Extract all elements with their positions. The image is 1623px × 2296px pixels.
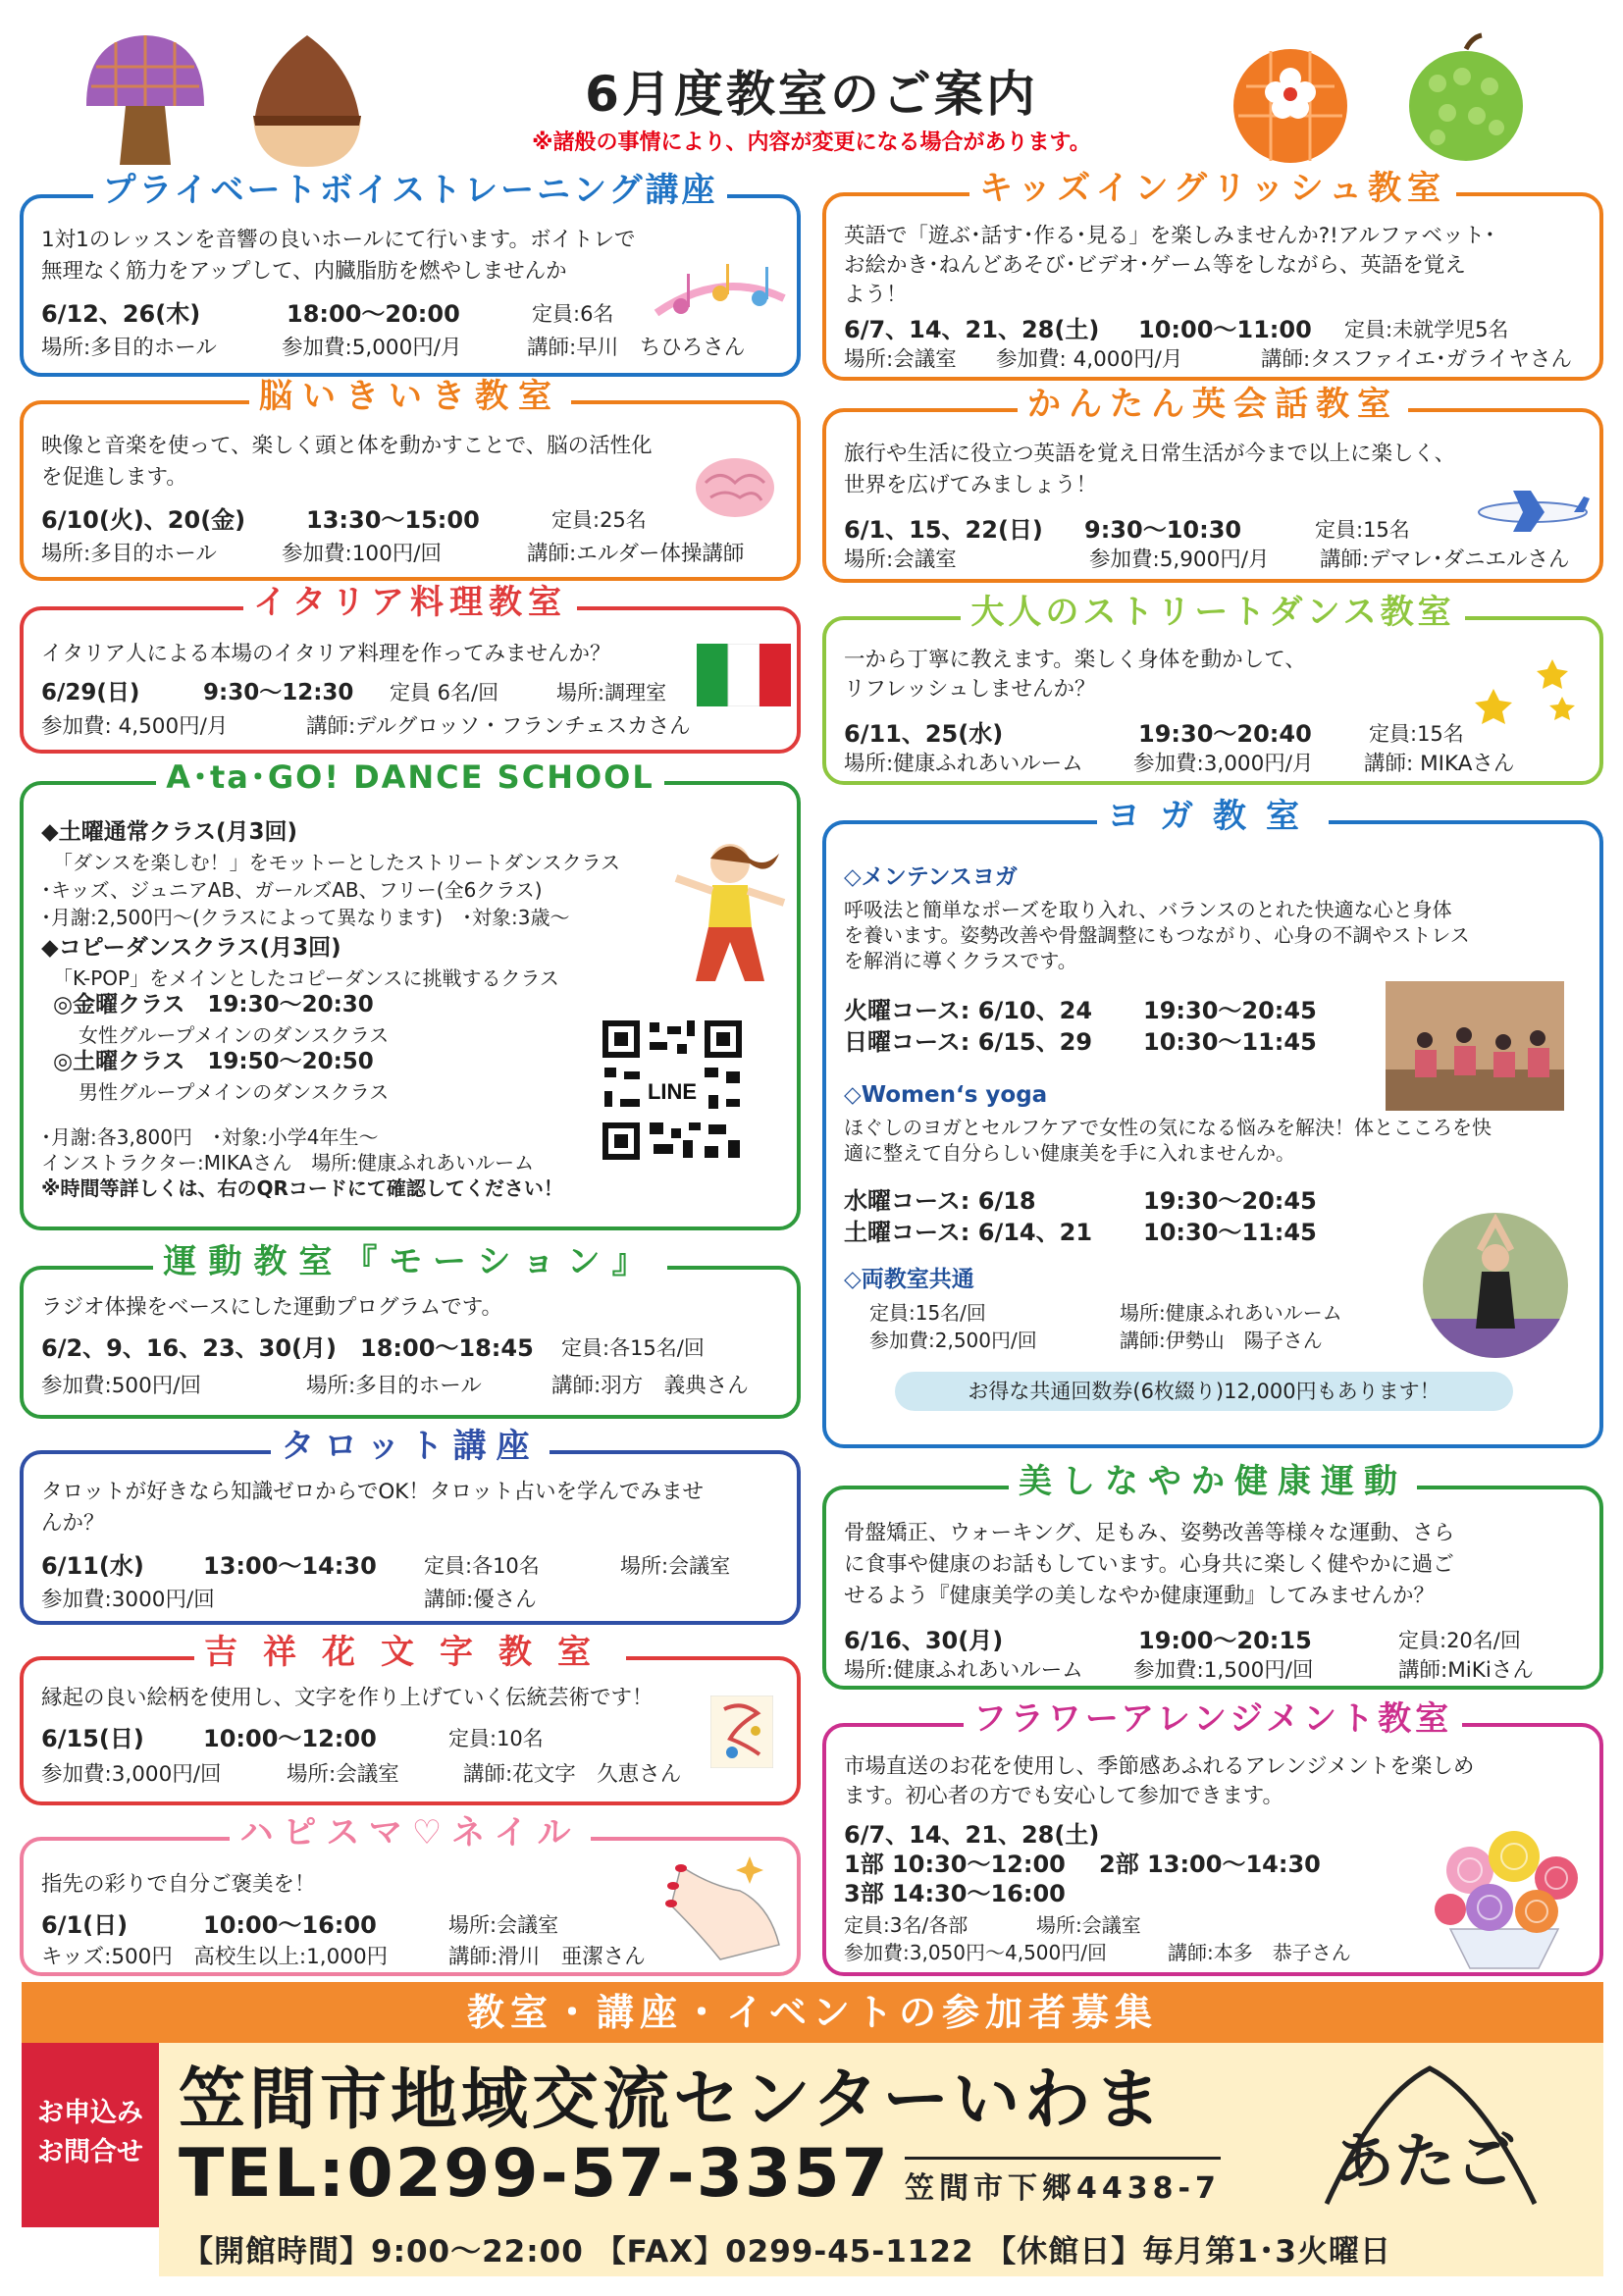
contact-label-line: お問合せ (37, 2137, 143, 2167)
class-subheading: ◎土曜クラス 19:50～20:50 (53, 1049, 374, 1074)
date: 6/10(火)、20(金) (41, 506, 246, 534)
contact-label (22, 2043, 159, 2227)
dancer-illustration (671, 834, 789, 991)
session-3: 3部 14:30～16:00 (844, 1880, 1066, 1907)
easy-english-box (822, 385, 1603, 583)
desc-line: を解消に導くクラスです。 (844, 949, 1077, 972)
capacity: 定員:各15名/回 (561, 1336, 705, 1360)
time: 9:30～12:30 (203, 680, 354, 705)
footer-main (159, 2043, 1603, 2227)
desc-line: インストラクター:MIKAさん 場所:健康ふれあいルーム (41, 1151, 535, 1174)
teacher: 講師:本多 恭子さん (1168, 1941, 1351, 1964)
desc-line: 市場直送のお花を使用し、季節感あふれるアレンジメントを楽しめ (844, 1754, 1475, 1779)
dance-school-box (20, 758, 801, 1230)
page-title: 6月度教室のご案内 (585, 66, 1038, 123)
box-title: 吉祥花文字教室 (194, 1633, 626, 1672)
footer (22, 1982, 1603, 2276)
time: 9:30～10:30 (1084, 516, 1242, 544)
teacher: 講師:滑川 亜潔さん (448, 1945, 646, 1969)
place: 場所:健康ふれあいルーム (844, 752, 1083, 776)
desc-line: 骨盤矯正、ウォーキング、足もみ、姿勢改善等様々な運動、さら (844, 1521, 1455, 1545)
date: 6/1(日) (41, 1911, 129, 1939)
session-1: 1部 10:30～12:00 (844, 1851, 1066, 1878)
desc-line: 適に整えて自分らしい健康美を手に入れませんか。 (844, 1141, 1295, 1165)
fee: 参加費: 4,500円/月 (41, 714, 229, 739)
fee: 参加費:3,050円～4,500円/回 (844, 1941, 1107, 1964)
qr-note: ※時間等詳しくは、右のQRコードにて確認してください！ (41, 1176, 563, 1200)
time: 10:00～12:00 (203, 1725, 377, 1752)
course: 火曜コース: 6/10、24 (844, 997, 1093, 1024)
desc-line: 男性グループメインのダンスクラス (79, 1080, 390, 1104)
place: 場所:会議室 (287, 1762, 399, 1787)
date-time: 6/2、9、16、23、30(月) 18:00～18:45 (41, 1334, 534, 1362)
flower-arrangement-box (822, 1699, 1603, 1976)
place: 場所:会議室 (448, 1913, 559, 1937)
motion-class-box (20, 1242, 801, 1419)
logo-text: あたご (1333, 2125, 1517, 2197)
yoga-instructor-photo (1421, 1211, 1570, 1360)
ticket-banner: お得な共通回数券(6枚綴り)12,000円もあります！ (895, 1372, 1513, 1411)
desc-line: せるよう『健康美学の美しなやか健康運動』してみませんか？ (844, 1584, 1436, 1608)
flower-letter-art-icon (710, 1696, 773, 1768)
class-heading: ◆土曜通常クラス(月3回) (41, 819, 298, 845)
capacity: 定員 6名/回 (390, 681, 499, 704)
fee: 参加費:1,500円/回 (1133, 1658, 1314, 1683)
box-title: フラワーアレンジメント教室 (964, 1699, 1462, 1739)
desc-line: ます。初心者の方でも安心して参加できます。 (844, 1784, 1284, 1808)
time: 19:00～20:15 (1138, 1627, 1312, 1654)
fee: 参加費:500円/回 (41, 1374, 202, 1398)
date: 6/12、26(木) (41, 300, 201, 328)
fee: 参加費:5,900円/月 (1089, 548, 1270, 572)
box-title: かんたん英会話教室 (1018, 385, 1408, 424)
time: 19:30～20:40 (1138, 720, 1312, 748)
capacity: 定員:20名/回 (1398, 1629, 1521, 1652)
fee: 参加費:2,500円/回 (869, 1329, 1037, 1352)
kisho-moji-box (20, 1633, 801, 1805)
hours-fax-closed: 【開館時間】9:00～22:00 【FAX】0299-45-1122 【休館日】毎月第1･3火曜日 (159, 2227, 1603, 2276)
time: 18:00～20:00 (287, 300, 460, 328)
desc-line: ラジオ体操をベースにした運動プログラムです。 (41, 1295, 502, 1320)
place: 場所:健康ふれあいルーム (844, 1658, 1083, 1683)
desc-line: を促進します。 (41, 465, 187, 490)
session-2: 2部 13:00～14:30 (1099, 1851, 1321, 1878)
capacity: 定員:未就学児5名 (1344, 318, 1509, 341)
notice: ※諸般の事情により、内容が変更になる場合があります。 (532, 130, 1091, 155)
desc-line: お絵かき･ねんどあそび･ビデオ･ゲーム等をしながら、英語を覚え (844, 253, 1466, 278)
street-dance-box (822, 593, 1603, 785)
capacity: 定員:6名 (532, 302, 614, 326)
fee: 参加費:3,000円/月 (1133, 752, 1314, 776)
desc-line: 「K-POP」をメインとしたコピーダンスに挑戦するクラス (53, 966, 559, 990)
desc-line: 縁起の良い絵柄を使用し、文字を作り上げていく伝統芸術です！ (41, 1686, 654, 1710)
class-heading: ◆コピーダンスクラス(月3回) (41, 935, 341, 961)
date: 6/29(日) (41, 680, 140, 705)
qr-line-label: LINE (647, 1079, 698, 1104)
time: 13:30～15:00 (306, 506, 480, 534)
place: 場所:会議室 (844, 548, 957, 572)
date: 6/16、30(月) (844, 1627, 1004, 1654)
apple-icon (1403, 29, 1531, 167)
stars-icon (1464, 650, 1582, 728)
recruitment-banner: 教室・講座・イベントの参加者募集 (22, 1982, 1603, 2043)
date: 6/7、14、21、28(土) (844, 1821, 1100, 1849)
date: 6/1、15、22(日) (844, 516, 1043, 544)
time: 10:30～11:45 (1143, 1219, 1317, 1246)
teacher: 講師:羽方 義典さん (551, 1374, 749, 1398)
teacher: 講師:エルダー体操講師 (527, 542, 745, 566)
fee: キッズ:500円 高校生以上:1,000円 (41, 1945, 389, 1969)
teacher: 講師:デルグロッソ・フランチェスカさん (306, 714, 691, 739)
capacity: 定員:15名 (1315, 518, 1410, 542)
desc-line: を養います。姿勢改善や骨盤調整にもつながり、心身の不調やストレス (844, 923, 1470, 947)
date: 6/7、14、21、28(土) (844, 316, 1100, 343)
box-title: 大人のストリートダンス教室 (961, 593, 1464, 632)
fee: 参加費:100円/回 (282, 542, 443, 566)
line-qr-code[interactable] (599, 1017, 746, 1164)
box-title: 脳いきいき教室 (249, 377, 571, 416)
place: 場所:調理室 (556, 681, 667, 704)
desc-line: リフレッシュしませんか？ (844, 677, 1096, 702)
box-title: タロット講座 (271, 1427, 549, 1466)
box-title: 美しなやか健康運動 (1009, 1462, 1417, 1501)
desc-line: 旅行や生活に役立つ英語を覚え日常生活が今まで以上に楽しく、 (844, 442, 1456, 466)
chestnut-icon (243, 27, 371, 175)
yoga-heading-womens: ◇Women‘s yoga (844, 1082, 1048, 1108)
class-subheading: ◎金曜クラス 19:30～20:30 (53, 992, 374, 1018)
kids-english-box (822, 169, 1603, 381)
time: 10:00～16:00 (203, 1911, 377, 1939)
capacity: 定員:25名 (551, 508, 647, 532)
date: 6/11、25(水) (844, 720, 1004, 748)
capacity: 定員:15名 (1369, 722, 1464, 746)
desc-line: タロットが好きなら知識ゼロからでOK！タロット占いを学んでみませ (41, 1480, 704, 1504)
fee: 参加費: 4,000円/月 (996, 347, 1183, 372)
teacher: 講師: MIKAさん (1364, 752, 1515, 776)
place: 場所:会議室 (844, 347, 957, 372)
box-title: A･ta･GO! DANCE SCHOOL (156, 758, 664, 796)
teacher: 講師:花文字 久恵さん (463, 1762, 682, 1787)
desc-line: んか？ (41, 1511, 105, 1536)
place: 場所:会議室 (620, 1554, 731, 1578)
flower-bouquet-icon (1421, 1821, 1588, 1970)
health-exercise-box (822, 1462, 1603, 1690)
box-title: イタリア料理教室 (243, 583, 577, 622)
time: 19:30～20:45 (1143, 997, 1317, 1024)
fee: 参加費:5,000円/月 (282, 336, 462, 360)
time: 13:00～14:30 (203, 1552, 377, 1580)
box-title: ヨガ教室 (1097, 797, 1329, 836)
contact-label-line: お申込み (37, 2098, 143, 2128)
yoga-class-box (822, 797, 1603, 1448)
desc-line: 無理なく筋力をアップして、内臓脂肪を燃やしませんか (41, 259, 567, 284)
desc-line: 一から丁寧に教えます。楽しく身体を動かして、 (844, 648, 1306, 672)
desc-line: 英語で「遊ぶ･話す･作る･見る」を楽しみませんか?!アルファベット･ (844, 224, 1495, 248)
voice-training-box (20, 171, 801, 377)
box-title: キッズイングリッシュ教室 (969, 169, 1456, 208)
desc-line: イタリア人による本場のイタリア料理を作ってみませんか？ (41, 642, 611, 666)
tarot-class-box (20, 1427, 801, 1625)
nail-class-box (20, 1813, 801, 1976)
teacher: 講師:優さん (424, 1588, 537, 1612)
desc-line: ･キッズ、ジュニアAB、ガールズAB、フリー(全6クラス) (41, 878, 543, 902)
italian-cooking-box (20, 583, 801, 754)
teacher: 講師:MiKiさん (1398, 1658, 1534, 1683)
yoga-class-photo (1386, 981, 1564, 1111)
desc-line: 映像と音楽を使って、楽しく頭と体を動かすことで、脳の活性化 (41, 434, 653, 458)
yoga-heading-maintenance: ◇メンテンスヨガ (844, 864, 1018, 890)
time: 10:00～11:00 (1138, 316, 1312, 343)
desc-line: よう！ (844, 283, 908, 307)
desc-line: ほぐしのヨガとセルフケアで女性の気になる悩みを解決！体とこころを快 (844, 1116, 1492, 1139)
place: 場所:多目的ホール (41, 336, 217, 360)
phone-number[interactable]: TEL:0299-57-3357 (179, 2135, 890, 2213)
course: 水曜コース: 6/18 (844, 1187, 1036, 1215)
italy-flag-icon (697, 644, 791, 706)
desc-line: 女性グループメインのダンスクラス (79, 1023, 390, 1047)
atago-logo (1317, 2057, 1543, 2223)
date: 6/11(水) (41, 1552, 144, 1580)
teacher: 講師:タスファイエ･ガライヤさん (1261, 347, 1573, 372)
desc-line: 指先の彩りで自分ご褒美を！ (41, 1872, 316, 1897)
place: 場所:会議室 (1036, 1913, 1141, 1937)
hand-nail-icon (652, 1847, 789, 1964)
capacity: 定員:各10名 (424, 1554, 540, 1578)
persimmon-icon (1227, 37, 1354, 165)
desc-line: ･月謝:2,500円～(クラスによって異なります) ･対象:3歳～ (41, 906, 570, 929)
place: 場所:多目的ホール (41, 542, 217, 566)
brain-icon (691, 453, 779, 522)
mushroom-icon (77, 27, 214, 175)
capacity: 定員:15名/回 (869, 1301, 986, 1325)
box-title: ハピスマ♡ネイル (230, 1813, 590, 1852)
date: 6/15(日) (41, 1725, 144, 1752)
teacher: 講師:早川 ちひろさん (527, 336, 746, 360)
yoga-heading-common: ◇両教室共通 (844, 1267, 974, 1292)
teacher: 講師:伊勢山 陽子さん (1120, 1329, 1323, 1352)
airplane-icon (1474, 487, 1592, 536)
course: 土曜コース: 6/14、21 (844, 1219, 1093, 1246)
desc-line: ･月謝:各3,800円 ･対象:小学4年生～ (41, 1125, 379, 1149)
place: 場所:多目的ホール (306, 1374, 482, 1398)
box-title: 運動教室『モーション』 (153, 1242, 666, 1281)
place: 場所:健康ふれあいルーム (1120, 1301, 1342, 1325)
center-name: 笠間市地域交流センターいわま (179, 2061, 1166, 2139)
capacity: 定員:10名 (448, 1727, 544, 1750)
fee: 参加費:3,000円/回 (41, 1762, 222, 1787)
music-notes-icon (652, 259, 789, 328)
desc-line: 「ダンスを楽しむ！」をモットーとしたストリートダンスクラス (53, 851, 620, 874)
fee: 参加費:3000円/回 (41, 1588, 215, 1612)
time: 10:30～11:45 (1143, 1028, 1317, 1056)
desc-line: に食事や健康のお話もしています。心身共に楽しく健やかに過ご (844, 1552, 1454, 1577)
box-title: プライベートボイストレーニング講座 (93, 171, 728, 210)
course: 日曜コース: 6/15、29 (844, 1028, 1093, 1056)
desc-line: 1対1のレッスンを音響の良いホールにて行います。ボイトレで (41, 228, 636, 252)
brain-class-box (20, 377, 801, 581)
teacher: 講師:デマレ･ダニエルさん (1320, 548, 1570, 572)
address: 笠間市下郷4438-7 (905, 2157, 1221, 2207)
desc-line: 呼吸法と簡単なポーズを取り入れ、バランスのとれた快適な心と身体 (844, 898, 1452, 921)
desc-line: 世界を広げてみましょう！ (844, 473, 1098, 497)
capacity: 定員:3名/各部 (844, 1913, 969, 1937)
time: 19:30～20:45 (1143, 1187, 1317, 1215)
